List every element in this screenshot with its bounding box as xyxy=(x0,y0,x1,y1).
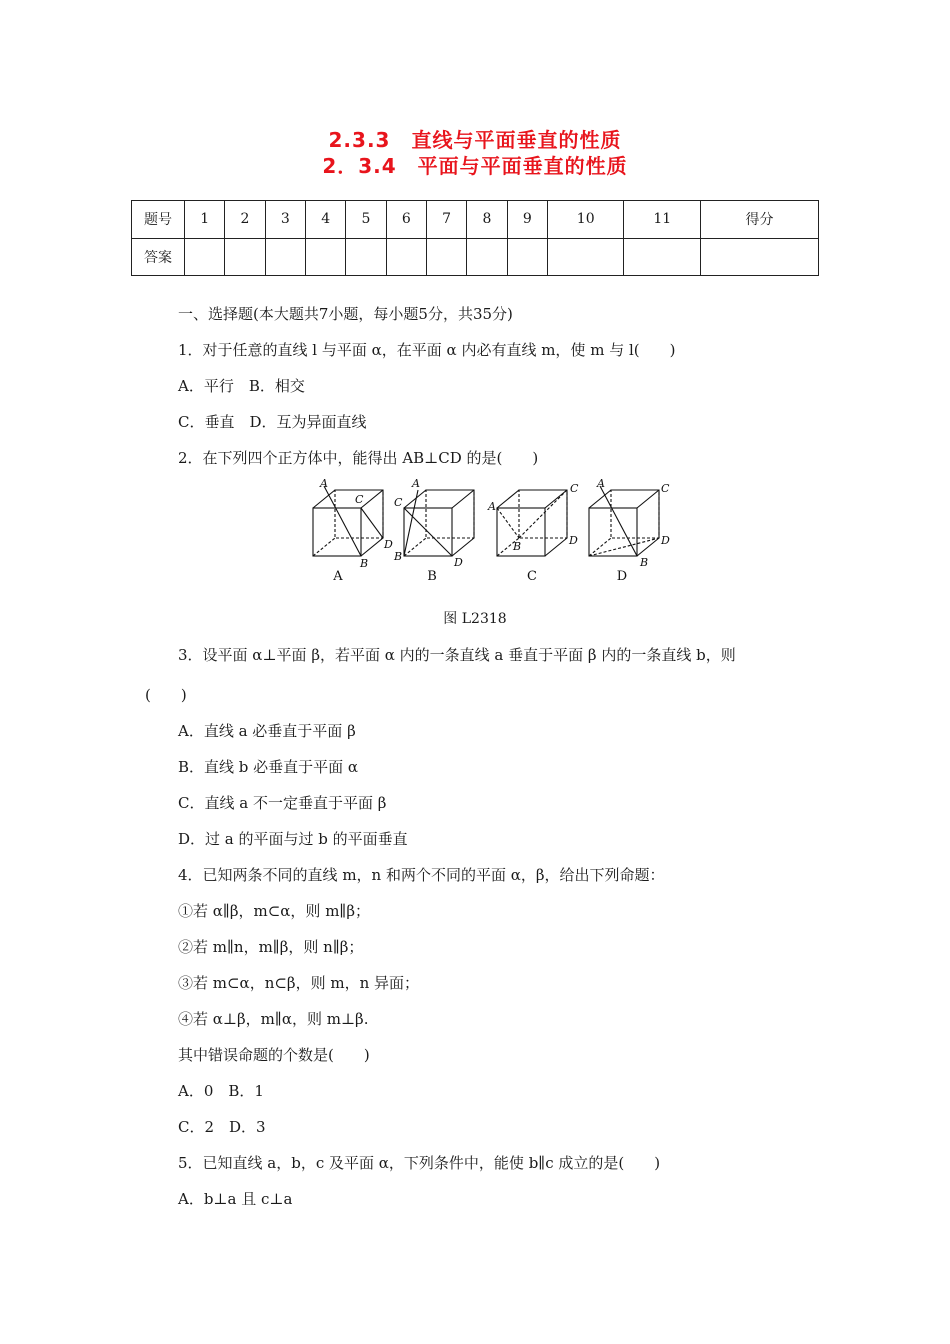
q3-stem: 3．设平面 α⊥平面 β，若平面 α 内的一条直线 a 垂直于平面 β 内的一条直线 b，则 xyxy=(178,646,736,664)
question-number-cell: 10 xyxy=(547,201,624,239)
score-cell[interactable] xyxy=(701,238,819,276)
q4-proposition-3: ③若 m⊂α，n⊂β，则 m，n 异面； xyxy=(178,974,420,992)
point-label-b: B xyxy=(640,556,649,569)
cube-figure xyxy=(300,476,690,588)
question-number-cell: 11 xyxy=(624,201,701,239)
cube-a xyxy=(313,486,383,556)
cube-d xyxy=(589,486,659,556)
answer-cell[interactable] xyxy=(346,238,386,276)
point-label-c: C xyxy=(394,496,403,509)
answer-cell[interactable] xyxy=(225,238,265,276)
point-label-a: A xyxy=(488,500,496,513)
answer-header: 答案 xyxy=(132,238,185,276)
question-number-cell: 4 xyxy=(305,201,345,239)
q5-option-a: A．b⊥a 且 c⊥a xyxy=(178,1190,293,1208)
point-label-d: D xyxy=(661,534,670,547)
q3-option-a: A．直线 a 必垂直于平面 β xyxy=(178,722,356,740)
q5-stem: 5．已知直线 a，b，c 及平面 α，下列条件中，能使 b∥c 成立的是( ) xyxy=(178,1154,661,1172)
score-header: 得分 xyxy=(701,201,819,239)
point-label-a: A xyxy=(597,477,605,490)
point-label-d: D xyxy=(454,556,463,569)
question-number-cell: 6 xyxy=(386,201,426,239)
answer-cell[interactable] xyxy=(426,238,466,276)
cube-option-a: A xyxy=(333,569,343,584)
question-number-cell: 9 xyxy=(507,201,547,239)
q4-proposition-4: ④若 α⊥β，m∥α，则 m⊥β. xyxy=(178,1010,369,1028)
point-label-c: C xyxy=(355,493,364,506)
point-label-d: D xyxy=(384,538,393,551)
point-label-a: A xyxy=(412,477,420,490)
question-number-cell: 1 xyxy=(185,201,225,239)
title-line-1: 2.3.3 直线与平面垂直的性质 xyxy=(328,128,622,152)
answer-cell[interactable] xyxy=(265,238,305,276)
cube-option-b: B xyxy=(427,569,437,584)
figure-caption: 图 L2318 xyxy=(443,611,507,627)
q2-stem: 2．在下列四个正方体中，能得出 AB⊥CD 的是( ) xyxy=(178,449,539,467)
cube-option-c: C xyxy=(527,569,537,584)
question-number-cell: 3 xyxy=(265,201,305,239)
q3-option-b: B．直线 b 必垂直于平面 α xyxy=(178,758,359,776)
score-table xyxy=(131,200,819,276)
point-label-a: A xyxy=(320,477,328,490)
section-heading: 一、选择题(本大题共7小题，每小题5分，共35分) xyxy=(178,305,513,323)
q3-stem-continued: ( ) xyxy=(145,686,187,704)
title-line-2: 2．3.4 平面与平面垂直的性质 xyxy=(322,154,628,178)
answer-cell[interactable] xyxy=(386,238,426,276)
answer-cell[interactable] xyxy=(185,238,225,276)
point-label-c: C xyxy=(570,482,579,495)
q4-question: 其中错误命题的个数是( ) xyxy=(178,1046,370,1064)
answer-cell[interactable] xyxy=(624,238,701,276)
point-label-b: B xyxy=(360,557,369,570)
q3-option-c: C．直线 a 不一定垂直于平面 β xyxy=(178,794,387,812)
answer-cell[interactable] xyxy=(305,238,345,276)
point-label-b: B xyxy=(394,550,403,563)
score-table-row-numbers xyxy=(132,201,819,239)
q4-proposition-2: ②若 m∥n，m∥β，则 n∥β； xyxy=(178,938,364,956)
q1-stem: 1．对于任意的直线 l 与平面 α，在平面 α 内必有直线 m，使 m 与 l( ) xyxy=(178,341,676,359)
answer-cell[interactable] xyxy=(467,238,507,276)
q1-options-cd: C．垂直 D．互为异面直线 xyxy=(178,413,367,431)
question-number-cell: 8 xyxy=(467,201,507,239)
cube-option-d: D xyxy=(616,569,628,584)
cube-c xyxy=(497,490,567,556)
point-label-b: B xyxy=(513,540,522,553)
question-number-header: 题号 xyxy=(132,201,185,239)
q4-proposition-1: ①若 α∥β，m⊂α，则 m∥β； xyxy=(178,902,371,920)
question-number-cell: 7 xyxy=(426,201,466,239)
q4-options-cd: C．2 D．3 xyxy=(178,1118,266,1136)
point-label-c: C xyxy=(661,482,670,495)
answer-cell[interactable] xyxy=(507,238,547,276)
q4-stem: 4．已知两条不同的直线 m，n 和两个不同的平面 α，β，给出下列命题： xyxy=(178,866,665,884)
question-number-cell: 5 xyxy=(346,201,386,239)
question-number-cell: 2 xyxy=(225,201,265,239)
point-label-d: D xyxy=(569,534,578,547)
score-table-row-answers xyxy=(132,238,819,276)
q1-options-ab: A．平行 B．相交 xyxy=(178,377,305,395)
answer-cell[interactable] xyxy=(547,238,624,276)
q3-option-d: D．过 a 的平面与过 b 的平面垂直 xyxy=(178,830,408,848)
q4-options-ab: A．0 B．1 xyxy=(178,1082,264,1100)
cube-b xyxy=(404,490,474,556)
